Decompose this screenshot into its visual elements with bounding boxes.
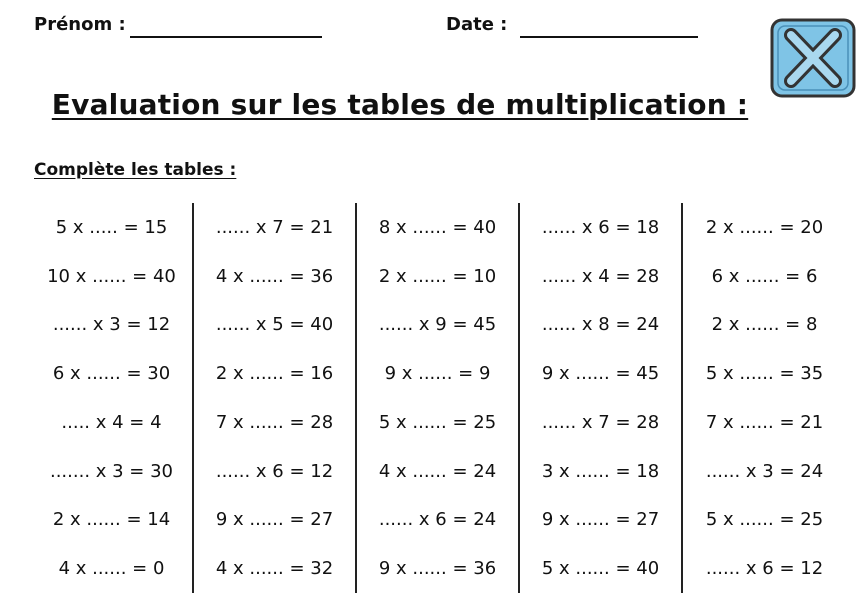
exercise-item[interactable]: ...... x 3 = 12 (52, 314, 171, 336)
exercise-item[interactable]: ..... x 4 = 4 (61, 411, 162, 433)
exercise-item[interactable]: 8 x ...... = 40 (378, 216, 497, 238)
exercise-column-1 (31, 203, 194, 593)
exercise-item[interactable]: 2 x ...... = 16 (215, 363, 334, 385)
exercise-item[interactable]: 6 x ...... = 30 (52, 363, 171, 385)
exercise-column-2 (194, 203, 357, 593)
exercise-column-3 (357, 203, 520, 593)
date-answer-line[interactable] (520, 36, 698, 38)
exercise-item[interactable]: 4 x ...... = 24 (378, 460, 497, 482)
exercise-item[interactable]: ...... x 8 = 24 (541, 314, 660, 336)
exercise-item[interactable]: 5 x ...... = 25 (378, 411, 497, 433)
exercise-item[interactable]: ...... x 9 = 45 (378, 314, 497, 336)
exercise-item[interactable]: 2 x ...... = 10 (378, 265, 497, 287)
exercise-item[interactable]: 5 x ...... = 25 (705, 509, 824, 531)
exercise-item[interactable]: ...... x 7 = 28 (541, 411, 660, 433)
exercise-item[interactable]: ...... x 7 = 21 (215, 216, 334, 238)
exercise-item[interactable]: 5 x ...... = 35 (705, 363, 824, 385)
x-cross-icon (769, 17, 857, 99)
exercise-item[interactable]: ...... x 6 = 18 (541, 216, 660, 238)
exercise-item[interactable]: 9 x ...... = 27 (215, 509, 334, 531)
exercise-item[interactable]: 7 x ...... = 28 (215, 411, 334, 433)
exercise-item[interactable]: 9 x ...... = 45 (541, 363, 660, 385)
section-subtitle: Complète les tables : (34, 160, 237, 180)
exercise-item[interactable]: 4 x ...... = 32 (215, 558, 334, 580)
exercise-item[interactable]: ....... x 3 = 30 (49, 460, 174, 482)
exercise-item[interactable]: 6 x ...... = 6 (711, 265, 818, 287)
exercise-item[interactable]: ...... x 6 = 12 (705, 558, 824, 580)
exercise-item[interactable]: 9 x ...... = 9 (384, 363, 491, 385)
exercise-item[interactable]: 4 x ...... = 0 (58, 558, 165, 580)
exercise-column-4 (520, 203, 683, 593)
exercise-item[interactable]: 7 x ...... = 21 (705, 411, 824, 433)
exercise-item[interactable]: 3 x ...... = 18 (541, 460, 660, 482)
exercise-column-5 (683, 203, 846, 593)
exercise-item[interactable]: 5 x ...... = 40 (541, 558, 660, 580)
exercise-item[interactable]: 5 x ..... = 15 (55, 216, 168, 238)
exercise-item[interactable]: ...... x 5 = 40 (215, 314, 334, 336)
exercise-item[interactable]: ...... x 4 = 28 (541, 265, 660, 287)
exercise-item[interactable]: 2 x ...... = 20 (705, 216, 824, 238)
exercise-item[interactable]: 2 x ...... = 14 (52, 509, 171, 531)
exercise-item[interactable]: ...... x 6 = 12 (215, 460, 334, 482)
prenom-answer-line[interactable] (130, 36, 322, 38)
exercise-item[interactable]: 2 x ...... = 8 (711, 314, 818, 336)
prenom-label: Prénom : (34, 14, 126, 35)
exercise-item[interactable]: ...... x 6 = 24 (378, 509, 497, 531)
exercise-item[interactable]: 9 x ...... = 27 (541, 509, 660, 531)
exercise-item[interactable]: ...... x 3 = 24 (705, 460, 824, 482)
exercise-item[interactable]: 4 x ...... = 36 (215, 265, 334, 287)
exercise-grid (31, 203, 846, 593)
page-title: Evaluation sur les tables de multiplication : (51, 88, 749, 121)
date-label: Date : (446, 14, 508, 35)
exercise-item[interactable]: 10 x ...... = 40 (47, 265, 176, 287)
exercise-item[interactable]: 9 x ...... = 36 (378, 558, 497, 580)
